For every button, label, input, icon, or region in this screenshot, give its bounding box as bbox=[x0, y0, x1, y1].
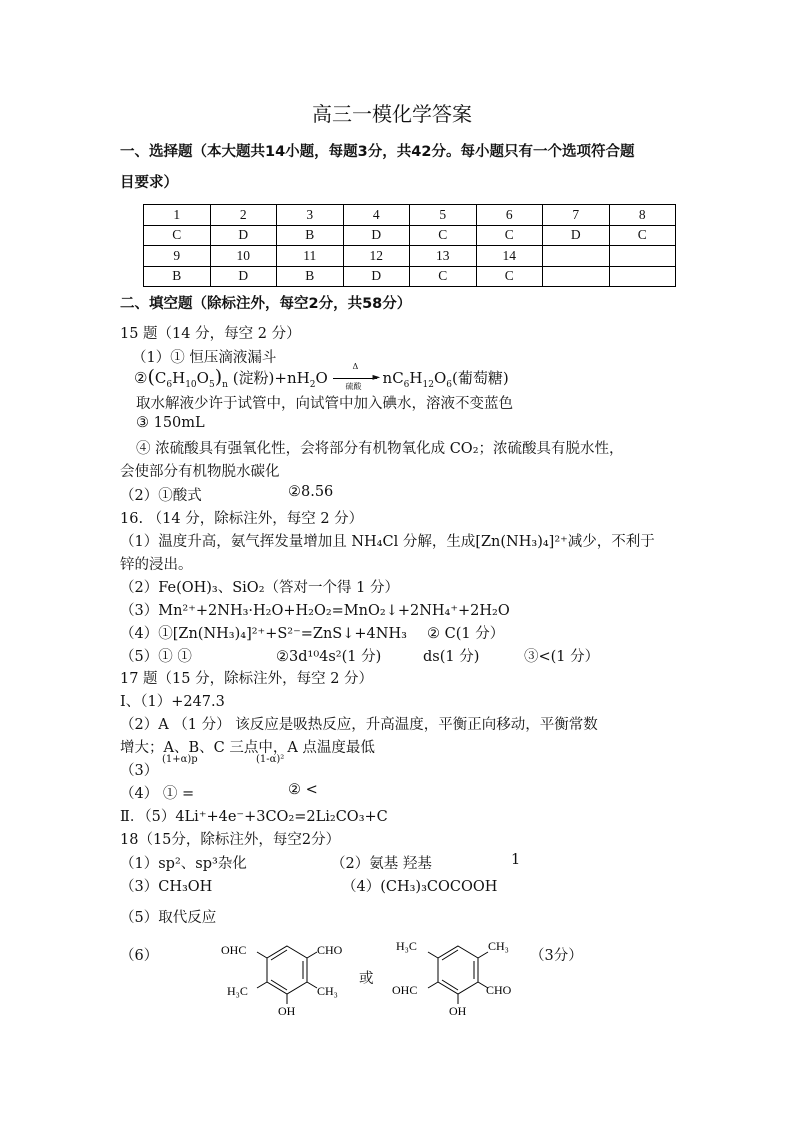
q18-2b: 1 bbox=[511, 852, 521, 868]
q15-2-prefix: ② bbox=[134, 369, 148, 387]
section2-heading: 二、填空题（除标注外，每空2分，共58分） bbox=[120, 296, 412, 312]
q18-5: （5）取代反应 bbox=[120, 910, 217, 926]
q15-4a: ④ 浓硫酸具有强氧化性，会将部分有机物氧化成 CO₂；浓硫酸具有脱水性， bbox=[136, 441, 624, 457]
q17-2a: （2）A （1 分） 该反应是吸热反应，升高温度，平衡正向移动，平衡常数 bbox=[120, 717, 598, 733]
q18-4: （4）(CH₃)₃COCOOH bbox=[342, 879, 498, 895]
table-cell: D bbox=[343, 225, 410, 246]
s1-tl: OHC bbox=[221, 943, 247, 957]
q17-2b: 增大；A、B、C 三点中，A 点温度最低 bbox=[120, 740, 375, 756]
table-cell: 9 bbox=[144, 246, 211, 267]
s1-bl: H₃C bbox=[227, 984, 248, 998]
table-cell: 4 bbox=[343, 205, 410, 226]
q16-5b: ②3d¹⁰4s²(1 分) bbox=[276, 649, 382, 665]
table-cell: C bbox=[609, 225, 676, 246]
q15-2-starch: (淀粉)+nH bbox=[232, 369, 310, 387]
q16-4b: ② C(1 分） bbox=[427, 626, 505, 642]
table-cell: B bbox=[277, 266, 344, 287]
q16-header: 16. （14 分，除标注外，每空 2 分） bbox=[120, 511, 364, 527]
section1-heading-line2: 目要求） bbox=[120, 175, 178, 191]
table-row bbox=[144, 205, 676, 226]
q15-3: ③ 150mL bbox=[136, 415, 205, 431]
table-cell: C bbox=[144, 225, 211, 246]
reaction-arrow: Δ ► 硫酸 bbox=[333, 372, 383, 386]
benzene-structure-1 bbox=[215, 928, 355, 1018]
q17-5: Ⅱ．（5）4Li⁺+4e⁻+3CO₂=2Li₂CO₃+C bbox=[120, 809, 388, 825]
s1-bottom: OH bbox=[278, 1004, 296, 1018]
table-cell: C bbox=[476, 225, 543, 246]
table-cell bbox=[543, 266, 610, 287]
q16-2: （2）Fe(OH)₃、SiO₂（答对一个得 1 分） bbox=[120, 580, 399, 596]
s2-tr: CH₃ bbox=[488, 939, 509, 953]
q17-4a: （4） ① = bbox=[120, 786, 195, 802]
q15-2b: 取水解液少许于试管中，向试管中加入碘水，溶液不变蓝色 bbox=[136, 396, 513, 412]
table-cell: 10 bbox=[210, 246, 277, 267]
table-row bbox=[144, 246, 676, 267]
q15-1: （1）① 恒压滴液漏斗 bbox=[132, 350, 277, 366]
benzene-structure-2 bbox=[386, 928, 526, 1018]
table-cell: C bbox=[410, 266, 477, 287]
s2-br: CHO bbox=[486, 983, 512, 997]
s2-tl: H₃C bbox=[396, 939, 417, 953]
q15-2-glucose: (葡萄糖) bbox=[452, 369, 509, 387]
q18-or: 或 bbox=[359, 971, 374, 987]
table-cell: D bbox=[543, 225, 610, 246]
q15-2-equation: $②(C_6H_{10}O_5)_n$ (淀粉)$+nH_2O$ Δ ► 硫酸 $nC_6H_{12}O_6$(葡萄糖) bbox=[134, 362, 509, 391]
q15-2-o: O bbox=[315, 369, 328, 387]
table-cell: 3 bbox=[277, 205, 344, 226]
q16-4a: （4）①[Zn(NH₃)₄]²⁺+S²⁻=ZnS↓+4NH₃ bbox=[120, 626, 407, 642]
q16-1a: （1）温度升高，氨气挥发量增加且 NH₄Cl 分解，生成[Zn(NH₃)₄]²⁺减少，不利于 bbox=[120, 534, 655, 550]
table-cell: 2 bbox=[210, 205, 277, 226]
q16-5d: ③<(1 分） bbox=[524, 649, 600, 665]
q17-3-label: （3） bbox=[120, 763, 159, 779]
q15-5a: （2）①酸式 bbox=[120, 488, 202, 504]
q18-header: 18（15分，除标注外，每空2分） bbox=[120, 832, 341, 848]
answer-table bbox=[143, 204, 676, 287]
table-cell: D bbox=[210, 266, 277, 287]
table-cell: 11 bbox=[277, 246, 344, 267]
q17-3-a: (1+α)p bbox=[162, 754, 198, 765]
table-cell: B bbox=[277, 225, 344, 246]
table-cell: 7 bbox=[543, 205, 610, 226]
q18-6: （6） bbox=[120, 948, 159, 964]
table-cell: D bbox=[210, 225, 277, 246]
s1-br: CH₃ bbox=[317, 984, 338, 998]
table-cell bbox=[543, 246, 610, 267]
q17-4b: ② < bbox=[288, 782, 318, 798]
table-cell: 14 bbox=[476, 246, 543, 267]
q15-header: 15 题（14 分，每空 2 分） bbox=[120, 326, 301, 342]
q17-header: 17 题（15 分，除标注外，每空 2 分） bbox=[120, 671, 374, 687]
s1-tr: CHO bbox=[317, 943, 343, 957]
q18-score: （3分） bbox=[530, 948, 583, 964]
table-cell: 6 bbox=[476, 205, 543, 226]
table-cell: 12 bbox=[343, 246, 410, 267]
table-cell: C bbox=[410, 225, 477, 246]
q16-5c: ds(1 分) bbox=[423, 649, 480, 665]
q17-3-b: (1-α)² bbox=[256, 754, 285, 765]
q18-3: （3）CH₃OH bbox=[120, 879, 213, 895]
table-cell: 1 bbox=[144, 205, 211, 226]
q16-1b: 锌的浸出。 bbox=[120, 557, 193, 573]
table-cell: 8 bbox=[609, 205, 676, 226]
s2-bl: OHC bbox=[392, 983, 418, 997]
table-cell: B bbox=[144, 266, 211, 287]
q18-1: （1）sp²、sp³杂化 bbox=[120, 856, 247, 872]
q16-5a: （5）① ① bbox=[120, 649, 192, 665]
arrow-cond-bottom: 硫酸 bbox=[345, 382, 362, 391]
q17-1: Ⅰ、（1）+247.3 bbox=[120, 694, 225, 710]
table-cell: 13 bbox=[410, 246, 477, 267]
table-cell bbox=[609, 266, 676, 287]
page-title: 高三一模化学答案 bbox=[312, 102, 472, 126]
q16-3: （3）Mn²⁺+2NH₃·H₂O+H₂O₂=MnO₂↓+2NH₄⁺+2H₂O bbox=[120, 603, 510, 619]
table-cell: C bbox=[476, 266, 543, 287]
table-row bbox=[144, 266, 676, 287]
section1-heading-line1: 一、选择题（本大题共14小题，每题3分，共42分。每小题只有一个选项符合题 bbox=[120, 144, 635, 160]
s2-bottom: OH bbox=[449, 1004, 467, 1018]
q15-4b: 会使部分有机物脱水碳化 bbox=[120, 464, 280, 480]
table-row bbox=[144, 225, 676, 246]
table-cell: 5 bbox=[410, 205, 477, 226]
q18-2: （2）氨基 羟基 bbox=[331, 856, 432, 872]
arrow-cond-top: Δ bbox=[352, 362, 359, 371]
table-cell: D bbox=[343, 266, 410, 287]
q15-5b: ②8.56 bbox=[288, 484, 334, 500]
table-cell bbox=[609, 246, 676, 267]
